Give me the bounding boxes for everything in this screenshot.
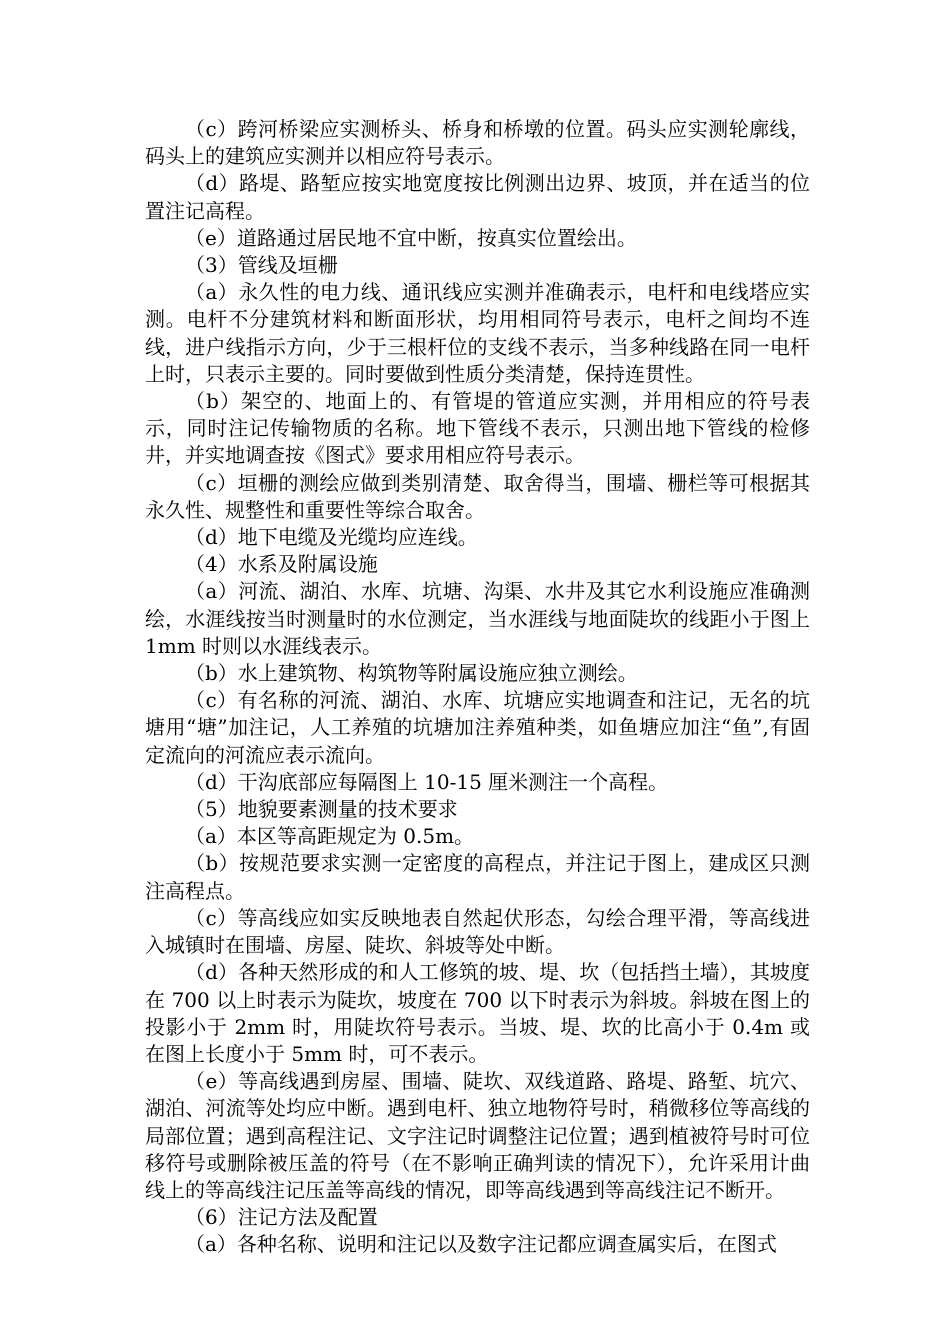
paragraph-c-fences: （c）垣栅的测绘应做到类别清楚、取舍得当，围墙、栅栏等可根据其永久性、规整性和重要性等综合取舍。 xyxy=(145,470,810,522)
paragraph-e-roads: （e）道路通过居民地不宜中断，按真实位置绘出。 xyxy=(185,225,637,250)
paragraph-e-contour-breaks: （e）等高线遇到房屋、围墙、陡坎、双线道路、路堤、路堑、坑穴、湖泊、河流等处均应中断。遇到电杆、独立地物符号时，稍微移位等高线的局部位置；遇到高程注记、文字注记时调整注记位置；遇到植被符号时可位移符号或删除被压盖的符号（在不影响正确判读的情况下），允许采用计曲线上的等高线注记压盖等高线的情况，即等高线遇到等高线注记不断开。 xyxy=(145,1069,810,1202)
paragraph-a-rivers: （a）河流、湖泊、水库、坑塘、沟渠、水井及其它水利设施应准确测绘，水涯线按当时测量时的水位测定，当水涯线与地面陡坎的线距小于图上 1mm 时则以水涯线表示。 xyxy=(145,579,810,658)
paragraph-a-contour-interval: （a）本区等高距规定为 0.5m。 xyxy=(185,824,475,849)
paragraph-b-water-structures: （b）水上建筑物、构筑物等附属设施应独立测绘。 xyxy=(185,661,638,686)
paragraph-d-cables: （d）地下电缆及光缆均应连线。 xyxy=(185,525,478,550)
section-heading-4: （4）水系及附属设施 xyxy=(185,552,378,577)
paragraph-b-pipelines: （b）架空的、地面上的、有管堤的管道应实测，并用相应的符号表示，同时注记传输物质的名称。地下管线不表示，只测出地下管线的检修井，并实地调查按《图式》要求用相应符号表示。 xyxy=(145,389,810,468)
paragraph-c-bridges: （c）跨河桥梁应实测桥头、桥身和桥墩的位置。码头应实测轮廓线，码头上的建筑应实测并以相应符号表示。 xyxy=(145,117,810,169)
paragraph-c-named-waters: （c）有名称的河流、湖泊、水库、坑塘应实地调查和注记，无名的坑塘用“塘”加注记，人工养殖的坑塘加注养殖种类，如鱼塘应加注“鱼”,有固定流向的河流应表示流向。 xyxy=(145,688,810,767)
paragraph-d-slopes: （d）各种天然形成的和人工修筑的坡、堤、坎（包括挡土墙），其坡度在 700 以上时表示为陡坎，坡度在 700 以下时表示为斜坡。斜坡在图上的投影小于 2mm 时，用陡坎符号表示。当坡、堤、坎的比高小于 0.4m 或在图上长度小于 5mm 时，可不表示。 xyxy=(145,960,810,1066)
paragraph-b-elevation-points: （b）按规范要求实测一定密度的高程点，并注记于图上，建成区只测注高程点。 xyxy=(145,851,810,903)
paragraph-d-dry-ditches: （d）干沟底部应每隔图上 10-15 厘米测注一个高程。 xyxy=(185,769,669,794)
section-heading-6: （6）注记方法及配置 xyxy=(185,1205,378,1230)
paragraph-a-power-lines: （a）永久性的电力线、通讯线应实测并准确表示，电杆和电线塔应实测。电杆不分建筑材料和断面形状，均用相同符号表示，电杆之间均不连线，进户线指示方向，少于三根杆位的支线不表示，当多种线路在同一电杆上时，只表示主要的。同时要做到性质分类清楚，保持连贯性。 xyxy=(145,280,810,386)
section-heading-5: （5）地貌要素测量的技术要求 xyxy=(185,797,458,822)
paragraph-a-annotations: （a）各种名称、说明和注记以及数字注记都应调查属实后，在图式 xyxy=(185,1232,777,1257)
paragraph-d-embankments: （d）路堤、路堑应按实地宽度按比例测出边界、坡顶，并在适当的位置注记高程。 xyxy=(145,171,810,223)
paragraph-c-contours: （c）等高线应如实反映地表自然起伏形态，勾绘合理平滑，等高线进入城镇时在围墙、房屋、陡坎、斜坡等处中断。 xyxy=(145,905,810,958)
section-heading-3: （3）管线及垣栅 xyxy=(185,253,338,278)
